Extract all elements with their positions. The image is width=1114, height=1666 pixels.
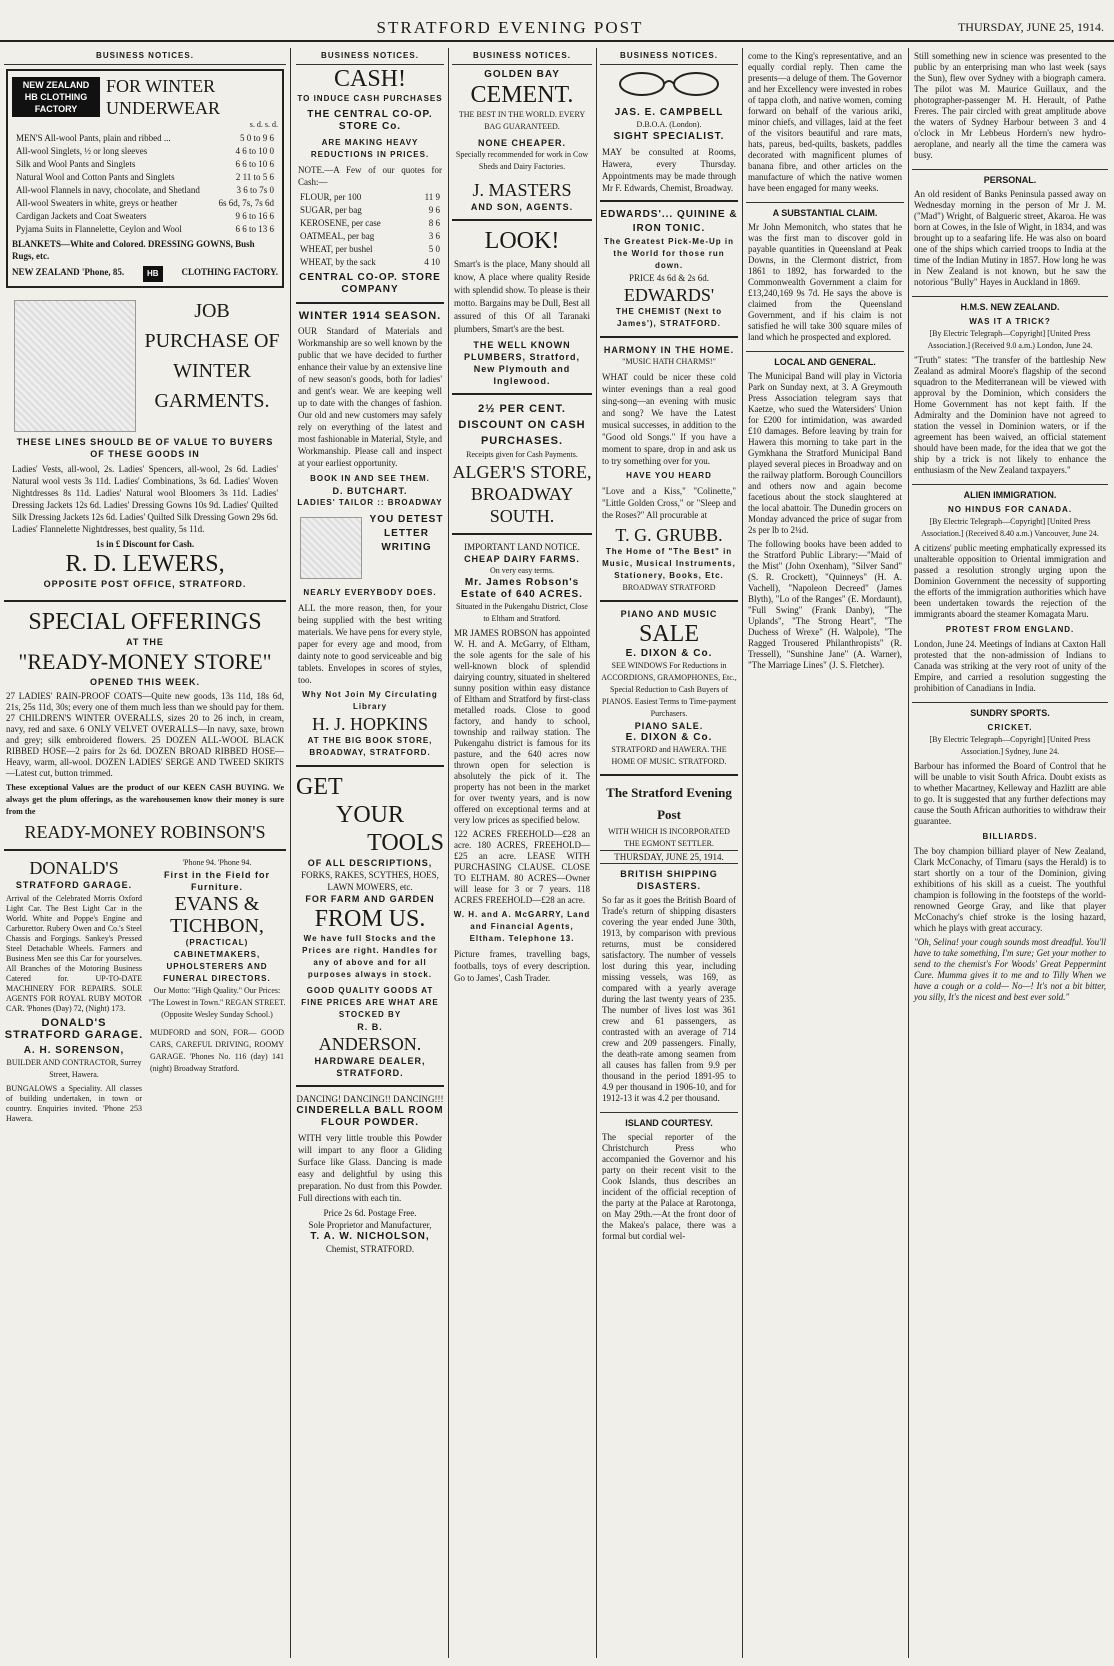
job-sub: THESE LINES SHOULD BE OF VALUE TO BUYERS OF THESE GOODS IN [16, 437, 274, 459]
sight-body: MAY be consulted at Rooms, Hawera, every Thursday. Appointments may be made through Mr F. Edwards, Chemist, Broadway. [602, 147, 736, 193]
hb-underwear-ad [6, 69, 284, 288]
section-header: BUSINESS NOTICES. [452, 48, 592, 65]
local-body: The Municipal Band will play in Victoria Park on Sunday next, at 3. A Greymouth Press Association telegram says that Kaetze, who sued the Watersiders' Union for £200 for intimidation, was awarded £10 damages. Before leaving by train for Hawera this morning to take part in the Gymkhana the Stratford Municipal Band played several pieces in Broadway and on the railway platform. Borough Councillors and others now and again become facetious about the stock slaughtered at the local abattoir. The Dunedin grocers on Monday advanced the price of sugar from 2s per lb to 2¼d. [748, 371, 902, 535]
job-title: JOB PURCHASE OF WINTER GARMENTS. [144, 300, 280, 412]
masters-sub: AND SON, AGENTS. [470, 202, 574, 212]
heard: HAVE YOU HEARD [626, 471, 712, 480]
price-item: All-wool Flannels in navy, chocolate, and Shetland [16, 185, 200, 195]
price-item: Natural Wool and Cotton Pants and Singlets [16, 172, 175, 182]
price-item: Pyjama Suits in Flannelette, Ceylon and Wool [16, 224, 182, 234]
price-value: 5 0 to 9 6 [239, 133, 274, 143]
best-in-world: THE BEST IN THE WORLD. EVERY BAG GUARANTEED. [458, 110, 586, 131]
sight: SIGHT SPECIALIST. [613, 131, 725, 142]
price-item: SUGAR, per bag [300, 205, 362, 215]
evans-name: EVANS & TICHBON, [170, 893, 264, 937]
grubb-sub: The Home of "The Best" in Music, Musical Instruments, Stationery, Books, Etc. [602, 547, 736, 580]
nearly-body: ALL the more reason, then, for your being supplied with the best writing materials. We have pens for every style, paper for every age and mood, from dainty note to good serviceable and big tablets. Envelopes in scores of styles, too. [298, 603, 442, 685]
island-continued: come to the King's representative, and an equally cordial reply. Then came the presents—a deluge of them. The Governor and her Excellency were invested in robes of tappa cloth, and native women, coming forward on behalf of the various ariki, minor chiefs, and villages, laid at the feet of the visitors beautiful and rare mats, hats, pareus, bed-quilts, baskets, paddles decorated with magnificent plumes of banana fibre, and other articles on the manufacture of which the native women have been engaged for many weeks. [748, 51, 902, 193]
price-item: All-wool Sweaters in white, greys or heather [16, 198, 178, 208]
opened: OPENED THIS WEEK. [89, 677, 200, 687]
aeroplane-story: Still something new in science was presented to the public by an enterprising man who last week (says the Sun), flew over Sydney with a biograph camera. The pilot was M. Maurice Guillaux, and the photographer-passenger M. H. Herault, of Pathe Freres. The pair circled with great amplitude above the waters of Sydney Harbour between 3 and 4 o'clock in Mr Lebbeus Hordern's new hydro-aeroplane, and nearly all the time the camera was busy. [914, 51, 1106, 160]
butchart: D. BUTCHART. [332, 486, 408, 496]
section-header: BUSINESS NOTICES. [4, 48, 286, 65]
bungalows: BUNGALOWS a Speciality. All classes of building undertaken, in town or country. Enquiries invited. 'Phone 253 Hawera. [6, 1084, 142, 1123]
none-body: Specially recommended for work in Cow Sheds and Dairy Factories. [455, 150, 589, 171]
corset-illustration [14, 300, 136, 432]
price-row [16, 184, 274, 196]
price-value: 6 6 to 10 6 [235, 159, 274, 169]
robson: Mr. James Robson's Estate of 640 ACRES. [461, 577, 583, 600]
alien-heading: ALIEN IMMIGRATION. [912, 484, 1108, 501]
discount: 1s in £ Discount for Cash. [95, 539, 195, 549]
ad-title: FOR WINTER UNDERWEAR [106, 76, 220, 118]
price-row [300, 191, 440, 203]
divider [600, 774, 738, 776]
price-item: WHEAT, by the sack [300, 257, 376, 267]
price-item: Silk and Wool Pants and Singlets [16, 159, 136, 169]
greatest: The Greatest Pick-Me-Up in the World for those run down. [603, 237, 735, 270]
column-2 [296, 48, 444, 1658]
alien-body: A citizens' public meeting emphatically expressed its unalterable opposition to Oriental immigration and passed a resolution strongly urging upon the Dominion Government the necessity of supporting the efforts of the immigration authorities which have been undertaken towards the rejection of the immigrants aboard the steamer Komagata Maru. [914, 543, 1106, 619]
sundry-heading: SUNDRY SPORTS. [912, 702, 1108, 719]
farm-garden: FOR FARM AND GARDEN [305, 894, 435, 904]
dboa: D.B.O.A. (London). [636, 120, 702, 129]
price-row [300, 256, 440, 268]
column-rule [742, 48, 743, 1658]
mudford: MUDFORD and SON, FOR— GOOD CARS, CAREFUL DRIVING, ROOMY GARAGE. 'Phones No. 116 (day) 141 (night) Broadway Stratford. [150, 1028, 284, 1073]
dixon-address: STRATFORD and HAWERA. THE HOME OF MUSIC. STRATFORD. [611, 745, 727, 766]
stocks: We have full Stocks and the Prices are right. Handles for any of above and for all purposes always in stock. [302, 934, 438, 979]
keen-cash: These exceptional Values are the product of our KEEN CASH BUYING. We always get the plum offerings, as the warehousemen know their money is sure from the [6, 783, 284, 816]
library: Why Not Join My Circulating Library [302, 690, 438, 711]
receipts: Receipts given for Cash Payments. [466, 450, 578, 459]
cinderella-body: WITH very little trouble this Powder will impart to any floor a Gliding Surface like Glass. Dancing is made easy and delightful by using this preparation. No dust from this Powder. Full directions with each tin. [298, 1133, 442, 1203]
get: GET [296, 774, 343, 800]
charms: "MUSIC HATH CHARMS!" [622, 357, 716, 366]
price-table [296, 191, 444, 268]
price-item: WHEAT, per bushel [300, 244, 373, 254]
library-books: The following books have been added to the Stratford Public Library:—"Maid of the Mist" (John Oxenham), "Silver Sand" (S. R. Crockett), "Quinneys" (H. A. Vachell), "Napoleon Decreed" (James Blyth), "Lo of the Ranges" (E. Mordaunt), "Full Swing" (Frank Danby), "The Uplands", "The Strong Heart", "The Duchess of Wrexe" (H. Walpole), "The Ragged Trousered Philanthropists" (R. Tressell), "Sunshine Jane" (A. Warner), "The Marriage Lines" (J. S. Fletcher). [748, 539, 902, 670]
robson-sub: Situated in the Pukengahu District, Close to Eltham and Stratford. [456, 602, 588, 623]
divider [452, 393, 592, 395]
price-item: Cardigan Jackets and Coat Sweaters [16, 211, 147, 221]
price-value: 4 10 [424, 257, 440, 267]
column-1 [4, 48, 286, 1658]
dixon-2: E. DIXON & Co. [625, 732, 713, 743]
hms-heading: H.M.S. NEW ZEALAND. [912, 296, 1108, 313]
price-row [300, 217, 440, 229]
price-value: 2 11 to 5 6 [235, 172, 274, 182]
tools-sub: OF ALL DESCRIPTIONS, [307, 858, 433, 868]
price-item: KEROSENE, per case [300, 218, 381, 228]
land-notice: IMPORTANT LAND NOTICE. [464, 542, 580, 552]
evans-tichbon-ad [148, 857, 286, 1127]
lewers-name: R. D. LEWERS, [65, 551, 225, 577]
look: LOOK! [484, 228, 560, 254]
price-row [16, 158, 274, 170]
protest-heading: PROTEST FROM ENGLAND. [945, 625, 1075, 634]
robson-body: MR JAMES ROBSON has appointed W. H. and A. McGarry, of Eltham, the sole agents for the sale of his well-known block of splendid dairying country, situated in sheltered sunny position within easy distance of Eltham and Stratford by first-class metalled roads. Close to good factory, and handy to school, township and railway station. The Pukengahu district is famous for its pasture, and the 640 acres now thrown open for selection is absolutely the pick of it. The property has not been in the market for over twenty years, and is now offered on exceptional terms and at very low prices as specified below. [454, 628, 590, 825]
price-value: 3 6 to 7s 0 [236, 185, 274, 195]
column-rule [448, 48, 449, 1658]
from-us: FROM US. [314, 906, 426, 932]
lots: 122 ACRES FREEHOLD—£28 an acre. 180 ACRES, FREEHOLD—£25 an acre. LEASE WITH PURCHASING CLAUSE. CLOSE TO ELTHAM. 80 ACRES—Owner will lease for 3 or 7 years. 118 ACRES FREEHOLD—£28 an acre. [454, 829, 590, 905]
divider [600, 600, 738, 602]
billiards-heading: BILLIARDS. [982, 832, 1038, 841]
cement: CEMENT. [470, 82, 574, 108]
none-cheaper: NONE CHEAPER. [477, 138, 566, 148]
no-hindus: NO HINDUS FOR CANADA. [947, 505, 1073, 514]
tonic-price: PRICE 4s 6d & 2s 6d. [628, 273, 709, 283]
sale: SALE [639, 621, 699, 647]
donalds-title: DONALD'S [29, 858, 119, 878]
price-row [300, 204, 440, 216]
chemist: Chemist, STRATFORD. [325, 1244, 415, 1254]
divider [296, 302, 444, 304]
tools: TOOLS [367, 830, 444, 856]
price-item: FLOUR, per 100 [300, 192, 362, 202]
donalds-foot: DONALD'S STRATFORD GARAGE. [4, 1017, 144, 1041]
price: Price 2s 6d. Postage Free. [323, 1208, 417, 1218]
lewers-address: OPPOSITE POST OFFICE, STRATFORD. [43, 579, 247, 589]
songs: "Love and a Kiss," "Colinette," "Little Golden Cross," or "Sleep and the Roses?" All procurable at [602, 486, 736, 520]
column-3 [452, 48, 592, 1658]
shipping-heading: BRITISH SHIPPING DISASTERS. [620, 869, 718, 891]
island-heading: ISLAND COURTESY. [600, 1112, 738, 1129]
price-value: 6s 6d, 7s, 7s 6d [218, 198, 274, 208]
hb-logo-small: HB [143, 266, 163, 282]
ready-money-store: "READY-MONEY STORE" [18, 649, 272, 674]
selina-verse: "Oh, Selina! your cough sounds most dreadful. You'll have to take something, I'm sure; Get your mother to send to the chemist's For Woods' Great Peppermint Cure. Mumma gives it to me and to Tilly When we have a cough or a cold— No—! It's not a bit bitter, you silly, It's the nicest and best ever sold." [914, 937, 1106, 1002]
special-body: 27 LADIES' RAIN-PROOF COATS—Quite new goods, 13s 11d, 18s 6d, 21s, 25s 11d, 30s; every one of them much less than we should pay for them. 27 CHILDREN'S WINTER OVERALLS, sizes 20 to 26 inch, in cream, navy, red and saxe. 6 ONLY VELVET OVERALLS—In navy, saxe, brown and grey; silk embroidered flowers. 25 DOZEN ALL-WOOL BLACK RIBBED HOSE—2 pairs for 2s 6d. DOZEN BROAD RIBBED HOSE—Heavy, warm, all-wool. DOZEN LADIES' SERGE AND TWEED SKIRTS—Latest cut, button trimmed. [6, 691, 284, 778]
island-body: The special reporter of the Christchurch Press who accompanied the Governor and his party on their recent visit to the Cook Islands, thus describes an incident of the official reception of the party at the Palace at Rarotonga, on May 29th.—At the front door of the Makea's palace, there was a formal but cordial wel- [602, 1132, 736, 1241]
claim-heading: A SUBSTANTIAL CLAIM. [746, 202, 904, 219]
windows: SEE WINDOWS For Reductions in ACCORDIONS, GRAMOPHONES, Etc., Special Reduction to Cash Buyers of PIANOS. Easiest Terms to Time-payment Purchasers. [601, 661, 737, 718]
claim-body: Mr John Memonitch, who states that he was the first man to discover gold in payable quantities in Queensland at Peak Downs, in the Clermont district, from 1861 to 1892, has forwarded to the Commonwealth Government a claim for £13,240,169 9s 7d. He says the above is claimed from the Queensland Government, and if his claim is not satisfied he will take 300 square miles of land which he prospected and explored. [748, 222, 902, 342]
edwards-tonic: EDWARDS'... QUININE & IRON TONIC. [600, 209, 738, 234]
price-value: 5 0 [428, 244, 440, 254]
job-purchase-ad [6, 292, 284, 594]
divider [452, 219, 592, 221]
paper-name: The Stratford Evening Post [606, 785, 732, 822]
divider [296, 1085, 444, 1087]
tool-list: FORKS, RAKES, SCYTHES, HOES, LAWN MOWERS, etc. [301, 870, 439, 892]
induce: TO INDUCE CASH PURCHASES [297, 94, 443, 103]
masthead-title: STRATFORD EVENING POST [376, 18, 644, 37]
evans-sub: (PRACTICAL) CABINETMAKERS, UPHOLSTERERS AND FUNERAL DIRECTORS. [163, 938, 271, 983]
cricket-heading: CRICKET. [987, 723, 1033, 732]
divider [600, 336, 738, 338]
your: YOUR [335, 802, 404, 828]
good-quality: GOOD QUALITY GOODS AT FINE PRICES ARE WHAT ARE STOCKED BY [301, 986, 439, 1019]
column-rule [908, 48, 909, 1658]
nearly: NEARLY EVERYBODY DOES. [303, 588, 437, 597]
price-item: OATMEAL, per bag [300, 231, 375, 241]
grubb-address: BROADWAY STRATFORD [622, 583, 716, 592]
frames: Picture frames, travelling bags, footballs, toys of every description. Go to James', Cash Trader. [454, 949, 590, 983]
price-row [16, 223, 274, 235]
edwards: EDWARDS' [623, 285, 715, 305]
hms-body: "Truth" states: "The transfer of the battleship New Zealand as admiral Moore's flagship of the second squadron to the Mediterranean will be viewed with approval by the Dominion, which considers the Home Government has not kept faith. If the Admiralty and the Dominion have not agreed to station the vessel in Dominion waters, or if the agreement has been waived, an official statement should have been made, for the idea that we got the ship by a trick is not likely to enhance the enthusiasm of the New Zealand taxpayers." [914, 355, 1106, 475]
plumbers: THE WELL KNOWN PLUMBERS, Stratford, New Plymouth and Inglewood. [463, 340, 580, 386]
campbell: JAS. E. CAMPBELL [614, 107, 724, 118]
column-rule [596, 48, 597, 1658]
price-row [16, 210, 274, 222]
evans-first: First in the Field for Furniture. [163, 870, 270, 892]
column-5 [746, 48, 904, 1658]
edwards-chemist: THE CHEMIST (Next to James'), STRATFORD. [615, 307, 723, 328]
hb-logo: NEW ZEALAND HB CLOTHING FACTORY [12, 77, 100, 117]
robinsons: READY-MONEY ROBINSON'S [24, 822, 266, 842]
price-value: 9 6 to 16 6 [235, 211, 274, 221]
cheap-farms: CHEAP DAIRY FARMS. [464, 554, 580, 564]
press-line-2: [By Electric Telegraph—Copyright] [United Press Association.] (Received 8.40 a.m.) Vancouver, June 24. [921, 517, 1099, 538]
column-rule [290, 48, 291, 1658]
protest-body: London, June 24. Meetings of Indians at Caxton Hall protested that the non-admission of Indians to Canada was striking at the very root of unity of the Empire, and carried a resolution suggesting the prohibition of Canadians in India. [914, 639, 1106, 693]
section-header: BUSINESS NOTICES. [600, 48, 738, 65]
special-at: AT THE [126, 637, 164, 647]
price-value: 8 6 [428, 218, 440, 228]
anderson: ANDERSON. [318, 1034, 422, 1054]
masters: J. MASTERS [472, 180, 572, 200]
incorporated: WITH WHICH IS INCORPORATED THE EGMONT SETTLER. [608, 827, 730, 848]
section-header: BUSINESS NOTICES. [296, 48, 444, 65]
nicholson: T. A. W. NICHOLSON, [310, 1231, 430, 1242]
winter-season: WINTER 1914 SEASON. [298, 310, 442, 322]
alger: ALGER'S STORE, BROADWAY SOUTH. [452, 462, 592, 526]
dixon: E. DIXON & Co. [625, 648, 713, 659]
anderson-sub: HARDWARE DEALER, STRATFORD. [314, 1056, 426, 1078]
easy-terms: On very easy terms. [490, 566, 554, 575]
writing-illustration [300, 517, 362, 579]
blankets-line: BLANKETS—White and Colored. DRESSING GOWNS, Bush Rugs, etc. [12, 239, 255, 261]
divider [296, 765, 444, 767]
look-body: Smart's is the place, Many should all know, A place where quality Reside with splendid show. To please is their motto. Bargains may be Dull, Best all assured of this Of all Taranaki plumbers, Smart's are the best. [454, 259, 590, 334]
heavy-reductions: ARE MAKING HEAVY REDUCTIONS IN PRICES. [310, 138, 430, 159]
price-value: 9 6 [428, 205, 440, 215]
donalds-body: Arrival of the Celebrated Morris Oxford Light Car. The Best Light Car in the World. White and Poppe's Engine and Carburettor. Rubery Owen and Co.'s Steel Chassis and Forgings. Sankey's Pressed Steel Detachable Wheels. Farmers and Business Men see this Car for yourselves. All Branches of the Motoring Business Catered for. UP-TO-DATE MACHINERY FOR REPAIRS. SOLE AGENTS FOR ROYAL RUBY MOTOR CAR. 'Phones (Day) 72, (Night) 173. [6, 894, 142, 1013]
donalds-sub: STRATFORD GARAGE. [15, 880, 133, 890]
central-company: CENTRAL CO-OP. STORE COMPANY [299, 272, 441, 295]
grubb: T. G. GRUBB. [615, 525, 723, 545]
cricket-body: Barbour has informed the Board of Control that he will be unable to visit South Africa. Doubt exists as to whether Macartney, Kelleway and Hazlitt are able to go. It is suggested that any further defections may cause the South African authorities to withdraw their guarantee. [914, 761, 1106, 826]
column-4 [600, 48, 738, 1658]
tailor: LADIES' TAILOR :: BROADWAY [297, 498, 443, 507]
price-row [16, 132, 274, 144]
sorenson-sub: BUILDER AND CONTRACTOR, Surrey Street, Hawera. [6, 1058, 142, 1079]
divider [600, 200, 738, 202]
price-row [16, 145, 274, 157]
job-items: Ladies' Vests, all-wool, 2s. Ladies' Spencers, all-wool, 2s 6d. Ladies' Natural wool vests 3s 11d. Ladies' Combinations, 3s 6d. Ladies' Woven Nightdresses 8s 11d. Ladies' Natural wool Bloomers 3s 11d. Ladies' Dressing Jackets 12s 6d. Ladies' Dressing Gowns 10s 9d. Ladies' Quilted Silk Dressing Jackets 12s 6d. Ladies' Quilted Silk Dressing Gown 29s 6d. Ladies' Flannelette Nightdresses, best quality, 5s 11d. [12, 464, 278, 534]
price-item: All-wool Singlets, ½ or long sleeves [16, 146, 148, 156]
rb: R. B. [357, 1022, 383, 1032]
price-value: 11 9 [424, 192, 440, 202]
price-row [300, 230, 440, 242]
personal-heading: PERSONAL. [912, 169, 1108, 186]
piano-sale: PIANO SALE. [634, 721, 704, 731]
issue-date: THURSDAY, JUNE 25, 1914. [600, 850, 738, 864]
price-row [300, 243, 440, 255]
piano-music: PIANO AND MUSIC [620, 609, 718, 619]
harmony-body: WHAT could be nicer these cold winter evenings than a real good sing-song—an evening with music and song? We have the Latest musical successes, in addition to the "Good old Songs." If you have a moment to spare, drop in and ask us to try something over for you. [602, 372, 736, 466]
donalds-garage-ad [4, 857, 144, 1127]
evans-motto: Our Motto: "High Quality." Our Prices: "The Lowest in Town." REGAN STREET. (Opposite Wesley Sunday School.) [148, 986, 286, 1019]
sole: Sole Proprietor and Manufacturer, [308, 1220, 432, 1230]
price-value: 6 6 to 13 6 [235, 224, 274, 234]
price-head: s. d. s. d. [249, 120, 278, 129]
local-heading: LOCAL AND GENERAL. [746, 351, 904, 368]
press-line-1: [By Electric Telegraph—Copyright] [United Press Association.] (Received 9.0 a.m.) London, June 24. [927, 329, 1093, 350]
golden-bay: GOLDEN BAY [484, 69, 560, 80]
hopkins: H. J. HOPKINS [311, 714, 428, 734]
sorenson: A. H. SORENSON, [23, 1045, 125, 1056]
special-title: SPECIAL OFFERINGS [28, 609, 262, 635]
detest: YOU DETEST LETTER WRITING [369, 514, 444, 553]
price-row [16, 197, 274, 209]
shipping-body: So far as it goes the British Board of Trade's return of shipping disasters covering the year ended June 30th, 1913, by comparison with previous returns, must be considered satisfactory. The number of vessels lost during this year, including missing vessels, was 169, as compared with a yearly average during the last twenty years of 235. The number of lives lost was 361 crew and 61 passengers, as contrasted with an average of 714 crew and 209 passengers. Finally, the death-rate among seamen from all causes has fallen from 9.9 per thousand in the period 1891-95 to 4.9 per thousand in 1906-10, and for 1912-13 it was 4.2 per thousand. [602, 895, 736, 1103]
masthead-date: THURSDAY, JUNE 25, 1914. [957, 20, 1104, 34]
price-row [16, 171, 274, 183]
winter-body: OUR Standard of Materials and Workmanship are so well known by the public that we have decided to further enhance their value by an extensive line of new season's goods, both for ladies' and gent's wear. We are keeping well up to date with the changes of fashion. Our old and new customers may safely rely on everything of the latest and most fashionable in Material, Style, and Workmanship. Please call and inspect at your earliest opportunity. [298, 326, 442, 468]
price-list [12, 132, 278, 235]
footer-left: NEW ZEALAND 'Phone, 85. [12, 267, 125, 277]
central-store: THE CENTRAL CO-OP. STORE Co. [307, 109, 433, 132]
harmony: HARMONY IN THE HOME. [603, 345, 735, 355]
column-6 [912, 48, 1108, 1658]
divider [452, 533, 592, 535]
price-item: MEN'S All-wool Pants, plain and ribbed ... [16, 133, 171, 143]
mcgarry: W. H. and A. McGARRY, Land and Financial Agents, Eltham. Telephone 13. [453, 910, 591, 943]
footer-right: CLOTHING FACTORY. [181, 267, 278, 277]
personal-body: An old resident of Banks Peninsula passed away on Wednesday morning in the person of Mr J. M. ("Mad") Wright, of Balgueric street, Akaroa. He was born at Cowes, in the Isle of Wight, in 1834, and was brought up to a seafaring life. He was also on board one of the ships which carried troops to India at the time of the Indian Mutiny in 1857. How long he was in New Zealand is not known, but he saw the notorious "Bully" Hayes in Auckland in 1869. [914, 189, 1106, 287]
cinderella: CINDERELLA BALL ROOM FLOUR POWDER. [296, 1105, 444, 1128]
trick-subheading: WAS IT A TRICK? [969, 317, 1051, 326]
price-value: 4 6 to 10 0 [235, 146, 274, 156]
evans-phone: 'Phone 94. 'Phone 94. [182, 858, 252, 867]
billiards-body: The boy champion billiard player of New Zealand, Clark McConachy, of Timaru (says the Herald) is to start shortly on a tour of the Dominion, giving exhibitions of his skill as a cueist. The youthful champion is following in the footsteps of the world-renowned George Gray, and like that player McConachy's chief stroke is the losing hazard, which he plays with great accuracy. [914, 846, 1106, 933]
price-value: 3 6 [428, 231, 440, 241]
dancing: DANCING! DANCING!! DANCING!!! [296, 1094, 444, 1104]
note: NOTE.—A Few of our quotes for Cash:— [298, 165, 442, 187]
cash-title: CASH! [333, 66, 406, 92]
spectacles-illustration [600, 71, 738, 101]
divider [4, 849, 286, 851]
book-in: BOOK IN AND SEE THEM. [310, 474, 430, 483]
masthead [0, 0, 1114, 42]
divider [4, 600, 286, 602]
hopkins-sub: AT THE BIG BOOK STORE, BROADWAY, STRATFORD. [307, 736, 433, 757]
special-offerings-ad [4, 608, 286, 843]
pct-discount: 2½ PER CENT. DISCOUNT ON CASH PURCHASES. [458, 403, 586, 447]
press-line-3: [By Electric Telegraph—Copyright] [United Press Association.] Sydney, June 24. [929, 735, 1091, 756]
